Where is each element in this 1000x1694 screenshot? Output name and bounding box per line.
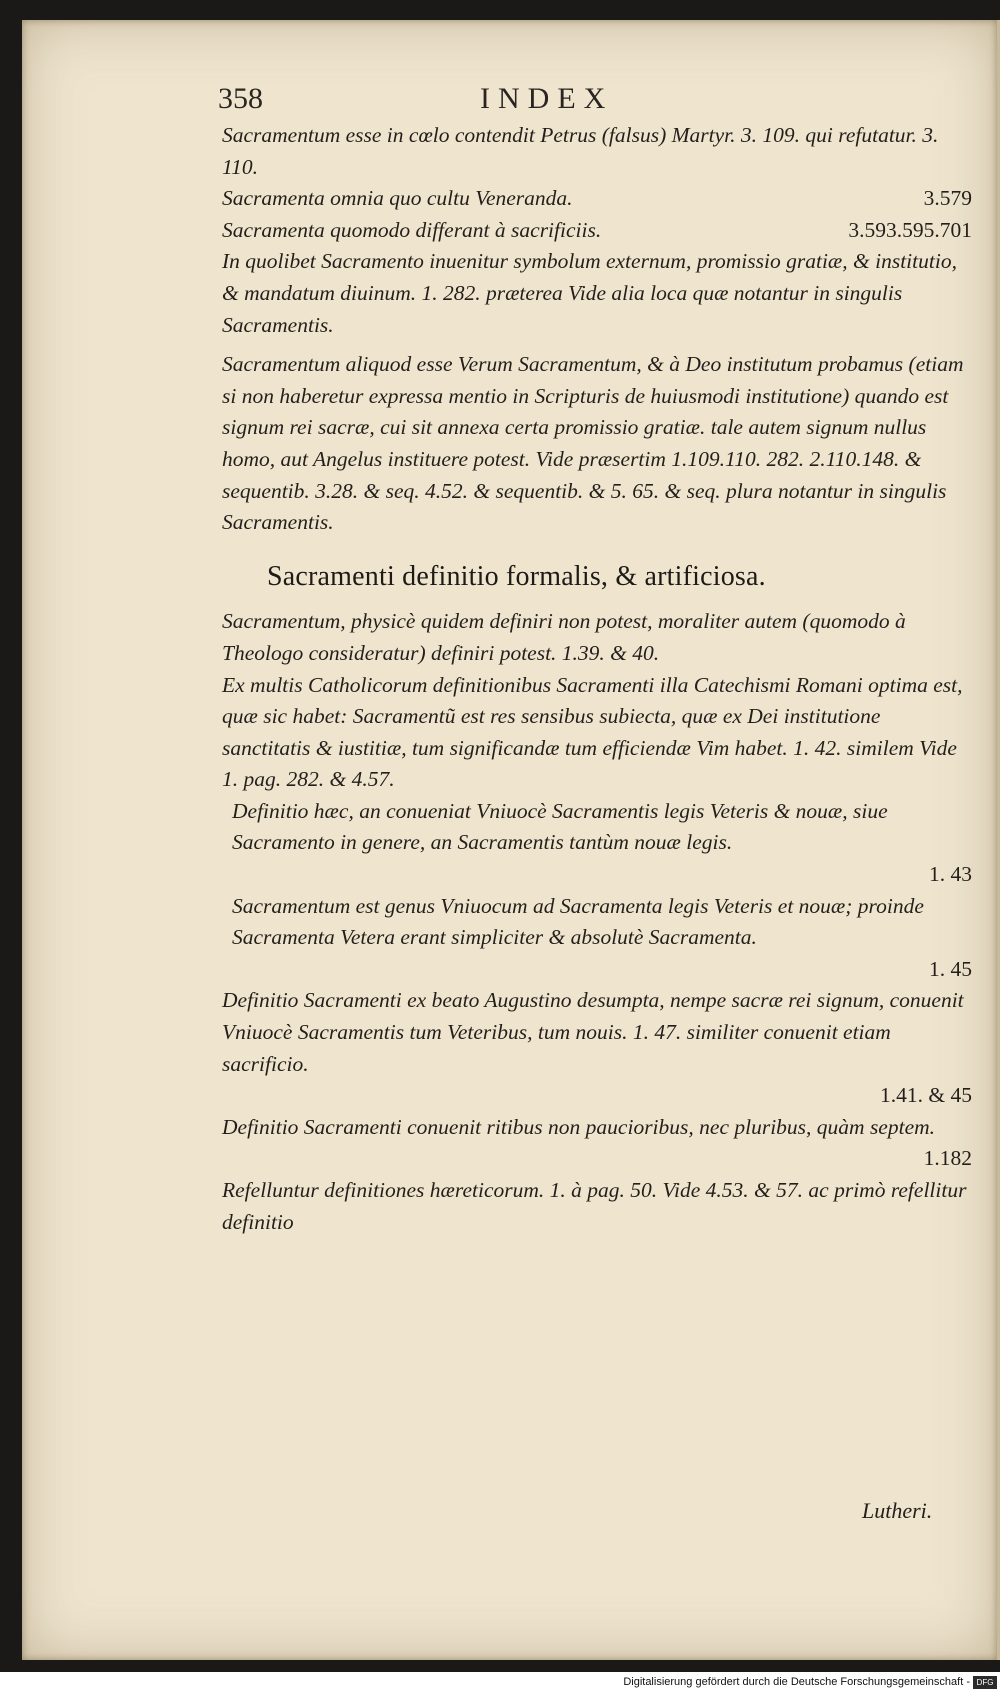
index-entry bbox=[222, 215, 972, 247]
index-entry bbox=[222, 606, 972, 669]
entry-text: Refelluntur definitiones hæreticorum. 1. à pag. 50. Vide 4.53. & 57. ac primò refellitur definitio bbox=[222, 1178, 967, 1234]
book-page bbox=[22, 20, 1000, 1660]
index-entry bbox=[222, 670, 972, 796]
entry-text: Ex multis Catholicorum definitionibus Sacramenti illa Catechismi Romani optima est, quæ sic habet: Sacramentũ est res sensibus subiecta, quæ ex Dei institutione sanctitatis & iustitiæ, tum significandæ tum efficiendæ Vim habet. 1. 42. similem Vide 1. pag. 282. & 4.57. bbox=[222, 672, 963, 792]
dfg-logo: DFG bbox=[973, 1676, 997, 1689]
index-subentry bbox=[232, 891, 972, 986]
entry-ref: 1. 45 bbox=[929, 956, 972, 981]
funding-credit: Digitalisierung gefördert durch die Deutsche Forschungsgemeinschaft - bbox=[623, 1676, 970, 1688]
index-body bbox=[222, 120, 972, 1238]
index-entry bbox=[222, 246, 972, 341]
entry-text: Sacramentum, physicè quidem definiri non potest, moraliter autem (quomodo à Theologo consideratur) definiri potest. 1.39. & 40. bbox=[222, 609, 906, 665]
entry-ref: 1. 43 bbox=[929, 862, 972, 887]
index-entry bbox=[222, 985, 972, 1111]
index-entry bbox=[222, 1175, 972, 1238]
entry-text: Definitio Sacramenti ex beato Augustino desumpta, nempe sacræ rei signum, conuenit Vniuocè Sacramentis tum Veteribus, tum nouis. 1. 47. similiter conuenit etiam sacrificio. bbox=[222, 988, 964, 1076]
index-entry bbox=[222, 183, 972, 215]
entry-ref: 3.593.595.701 bbox=[848, 217, 972, 242]
page-number: 358 bbox=[218, 82, 263, 115]
entry-text: Sacramenta quomodo differant à sacrificiis. bbox=[222, 217, 602, 242]
entry-text: In quolibet Sacramento inuenitur symbolum externum, promissio gratiæ, & institutio, & mandatum diuinum. 1. 282. præterea Vide alia loca quæ notantur in singulis Sacramentis. bbox=[222, 249, 957, 337]
index-entry bbox=[222, 120, 972, 183]
entry-ref: 1.182 bbox=[923, 1146, 972, 1171]
entry-text: Sacramentum est genus Vniuocum ad Sacramenta legis Veteris et nouæ; proinde Sacramenta Vetera erant simpliciter & absolutè Sacramenta. bbox=[232, 893, 924, 950]
entry-text: Sacramentum esse in cœlo contendit Petrus (falsus) Martyr. 3. 109. qui refutatur. 3. 110. bbox=[222, 123, 939, 179]
page-header bbox=[22, 82, 997, 122]
running-head: INDEX bbox=[480, 82, 614, 115]
digitization-footer bbox=[0, 1672, 1000, 1694]
entry-text: Definitio hæc, an conueniat Vniuocè Sacramentis legis Veteris & nouæ, siue Sacramento in genere, an Sacramentis tantùm nouæ legis. bbox=[232, 798, 888, 855]
entry-text: Definitio Sacramenti conuenit ritibus non paucioribus, nec pluribus, quàm septem. bbox=[222, 1114, 936, 1139]
index-entry bbox=[222, 1112, 972, 1175]
index-entry bbox=[222, 349, 972, 539]
entry-ref: 3.579 bbox=[923, 186, 972, 211]
entry-text: Sacramentum aliquod esse Verum Sacramentum, & à Deo institutum probamus (etiam si non haberetur expressa mentio in Scripturis de huiusmodi institutione) quando est signum rei sacræ, cui sit annexa certa promissio gratiæ. tale autem signum nullus homo, aut Angelus instituere potest. Vide præsertim 1.109.110. 282. 2.110.148. & sequentib. 3.28. & seq. 4.52. & sequentib. & 5. 65. & seq. plura notantur in singulis Sacramentis. bbox=[222, 352, 964, 535]
catchword: Lutheri. bbox=[862, 1498, 933, 1523]
section-heading: Sacramenti definitio formalis, & artificiosa. bbox=[267, 560, 766, 592]
index-subentry bbox=[232, 796, 972, 891]
entry-ref: 1.41. & 45 bbox=[880, 1083, 972, 1108]
entry-text: Sacramenta omnia quo cultu Veneranda. bbox=[222, 186, 573, 211]
